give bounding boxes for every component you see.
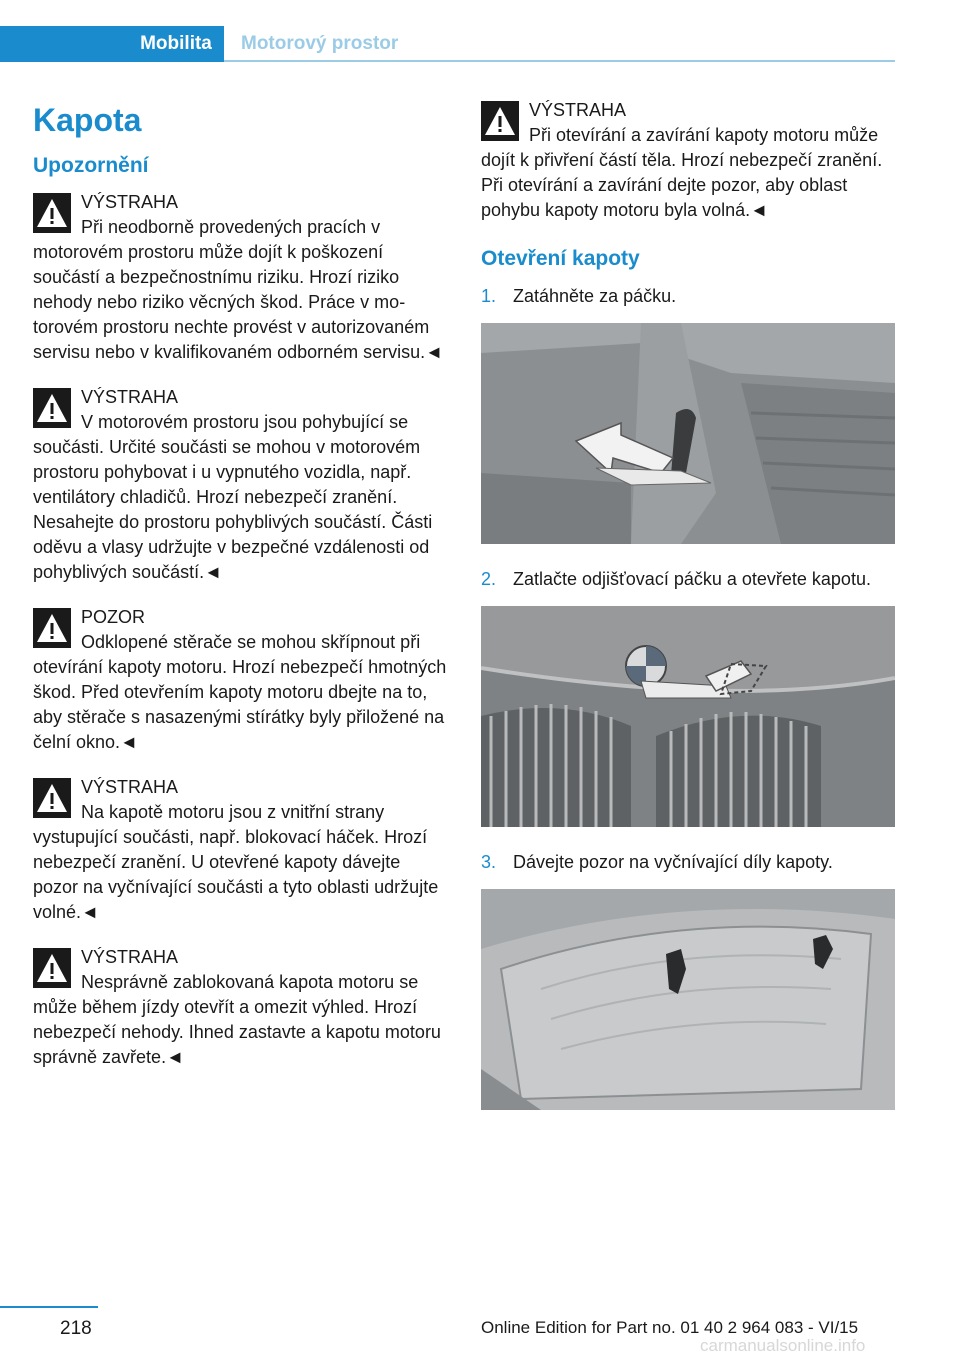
- precautions-heading: Upozornění: [33, 154, 149, 177]
- warning-triangle-icon: [33, 948, 71, 988]
- watermark: carmanualsonline.info: [700, 1336, 866, 1355]
- footer-accent-line: [0, 1306, 98, 1308]
- warning-triangle-icon: [33, 388, 71, 428]
- warning-title: VÝSTRAHA: [81, 947, 179, 967]
- step-text: Zatáhněte za páčku.: [513, 286, 677, 306]
- header-subsection-tab[interactable]: Motorový prostor: [224, 26, 895, 62]
- hood-illustration: [481, 889, 895, 1110]
- figure-release-catch: [481, 606, 895, 827]
- warning-block: [481, 98, 895, 223]
- step-item: [481, 283, 895, 309]
- header-divider: [224, 60, 895, 62]
- left-column: [33, 98, 447, 1090]
- warning-block: [33, 385, 447, 585]
- page-number: 218: [60, 1318, 92, 1339]
- caution-block: [33, 605, 447, 755]
- warning-text: Při neodborně provedených pracích v motorovém prostoru může dojít k poškození součástí a bezpečnostnímu riziku. Hrozí riziko nehody nebo riziko věcných škod. Práce v motorovém prostoru nechte provést v autorizovaném servisu nebo v kvalifikovaném odborném servisu.◄: [33, 217, 443, 362]
- figure-hood-underside: [481, 889, 895, 1110]
- step-item: [481, 566, 895, 592]
- step-number: 3.: [481, 852, 497, 872]
- catch-illustration: [481, 606, 895, 827]
- warning-block: [33, 190, 447, 365]
- warning-title: VÝSTRAHA: [81, 777, 179, 797]
- page-title: Kapota: [33, 102, 142, 138]
- warning-text: Odklopené stěrače se mohou skřípnout při otevírání kapoty motoru. Hrozí nebezpečí hmotných škod. Před otevřením kapoty motoru dbejte na to, aby stěrače s nasazenými stírátky byly přiložené na čelní okno.◄: [33, 632, 447, 752]
- warning-triangle-icon: [33, 608, 71, 648]
- header-section-tab[interactable]: Mobilita: [128, 26, 224, 62]
- edition-text: Online Edition for Part no. 01 40 2 964 083 - VI/15: [481, 1318, 859, 1337]
- warning-text: Při otevírání a zavírání kapoty motoru může dojít k přivření částí těla. Hrozí nebezpečí zranění. Při otevírání a zavírání dejte pozor, aby oblast pohybu kapoty motoru byla volná.◄: [481, 125, 883, 220]
- right-column: [481, 98, 895, 1132]
- step-number: 2.: [481, 569, 497, 589]
- warning-triangle-icon: [481, 101, 519, 141]
- warning-block: [33, 775, 447, 925]
- warning-title: VÝSTRAHA: [529, 100, 627, 120]
- step-text: Dávejte pozor na vyčnívající díly kapoty.: [513, 852, 833, 872]
- warning-triangle-icon: [33, 193, 71, 233]
- header-accent-block: [0, 26, 128, 62]
- warning-triangle-icon: [33, 778, 71, 818]
- warning-title: VÝSTRAHA: [81, 192, 179, 212]
- warning-text: V motorovém prostoru jsou pohybující se součásti. Určité součásti se mohou v motorovém prostoru pohybovat i u vypnutého vozidla, např. ventilátory chladičů. Hrozí nebezpečí zranění. Nesahejte do prostoru pohyblivých součástí. Části oděvu a vlasy udržujte v bezpečné vzdálenosti od pohyblivých součástí.◄: [33, 412, 433, 582]
- warning-title: VÝSTRAHA: [81, 387, 179, 407]
- warning-text: Nesprávně zablokovaná kapota motoru se může během jízdy otevřít a omezit výhled. Hrozí nebezpečí nehody. Ihned zastavte a kapotu motoru správně zavřete.◄: [33, 972, 441, 1067]
- page-header: [0, 0, 960, 62]
- step-item: [481, 849, 895, 875]
- warning-text: Na kapotě motoru jsou z vnitřní strany vystupující součásti, např. blokovací háček. Hrozí nebezpečí zranění. U otevřené kapoty dávejte pozor na vyčnívající součásti a tyto oblasti udržujte volné.◄: [33, 802, 439, 922]
- lever-illustration: [481, 323, 895, 544]
- opening-heading: Otevření kapoty: [481, 247, 640, 270]
- step-text: Zatlačte odjišťovací páčku a otevřete kapotu.: [513, 569, 871, 589]
- step-number: 1.: [481, 286, 497, 306]
- warning-block: [33, 945, 447, 1070]
- warning-title: POZOR: [81, 607, 146, 627]
- figure-release-lever: [481, 323, 895, 544]
